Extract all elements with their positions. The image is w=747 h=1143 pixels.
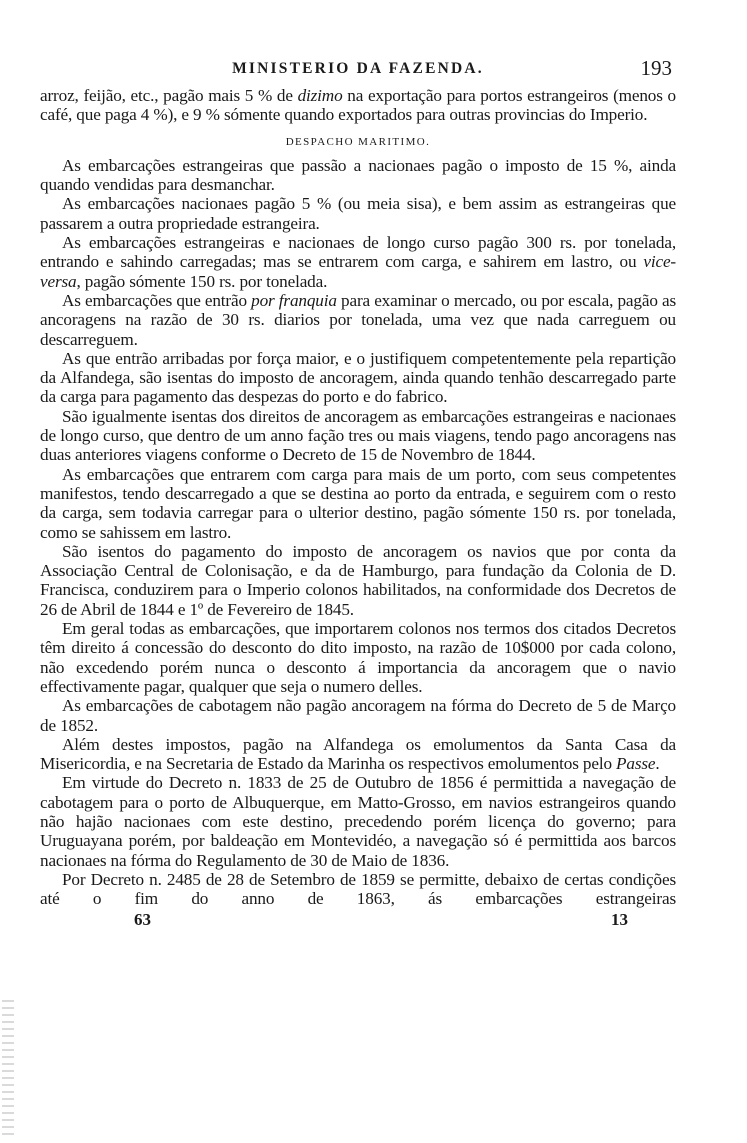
paragraph bbox=[40, 233, 676, 291]
text-run: . bbox=[655, 754, 660, 774]
body-text bbox=[40, 86, 676, 908]
paragraph bbox=[40, 735, 676, 774]
paragraph: Em geral todas as embarcações, que importarem colonos nos termos dos citados Decretos têm direito á concessão do desconto do dito imposto, na razão de 10$000 por cada colono, não excedendo porém nunca o desconto á importancia da ancoragem que o navio effectivamente pagar, qualquer que seja o numero delles. bbox=[40, 619, 676, 696]
running-title: MINISTERIO DA FAZENDA. bbox=[232, 59, 484, 78]
paragraph: Por Decreto n. 2485 de 28 de Setembro de 1859 se permitte, debaixo de certas condições até o fim do anno de 1863, ás embarcações estrangeiras bbox=[40, 869, 676, 909]
paragraph-continuation bbox=[40, 86, 676, 125]
paragraph: São isentos do pagamento do imposto de ancoragem os navios que por conta da Associação Central de Colonisação, e da de Hamburgo, para fundação da Colonia de D. Francisca, conduzirem para o Imperio colonos habilitados, na conformidade dos Decretos de 26 de Abril de 1844 e 1º de Fevereiro de 1845. bbox=[40, 541, 676, 619]
italic-term: Passe bbox=[616, 754, 656, 774]
paragraph: São igualmente isentas dos direitos de ancoragem as embarcações estrangeiras e nacionaes de longo curso, que dentro de um anno fação tres ou mais viagens, tendo pago ancoragens nas duas anteriores viagens conforme o Decreto de 15 de Novembro de 1844. bbox=[40, 406, 676, 465]
text-run: , pagão sómente 150 rs. por tonelada. bbox=[76, 271, 328, 291]
text-run: na exportação para portos estrangeiros (menos o café, que paga 4 %), e 9 % sómente quando exportados para outras provincias do Imperio. bbox=[40, 86, 676, 125]
italic-term: dizimo bbox=[297, 86, 343, 105]
text-run: Além destes impostos, pagão na Alfandega os emolumentos da Santa Casa da Misericordia, e na Secretaria de Estado da Marinha os respectivos emolumentos pelo bbox=[40, 734, 676, 774]
paragraph: As embarcações nacionaes pagão 5 % (ou meia sisa), e bem assim as estrangeiras que passarem a outra propriedade estrangeira. bbox=[40, 194, 676, 233]
text-run: para examinar o mercado, ou por escala, pagão as ancoragens na razão de 30 rs. diarios por tonelada, uma vez que nada carreguem ou descarreguem. bbox=[40, 290, 677, 349]
section-heading: DESPACHO MARITIMO. bbox=[285, 135, 431, 148]
running-header bbox=[40, 56, 676, 86]
paragraph: Em virtude do Decreto n. 1833 de 25 de Outubro de 1856 é permittida a navegação de cabotagem para o porto de Albuquerque, em Matto-Grosso, em navios estrangeiros quando não hajão nacionaes com este destino, precedendo porém licença do governo; para Uruguayana porém, por baldeação em Montevidéo, a navegação só é permittida aos barcos nacionaes na fórma do Regulamento de 30 de Maio de 1836. bbox=[40, 773, 676, 870]
paragraph: As que entrão arribadas por força maior, e o justifiquem competentemente pela repartição da Alfandega, são isentas do imposto de ancoragem, ainda quando tenhão descarregado parte da carga para pagamento das despezas do porto e do fabrico. bbox=[40, 348, 676, 407]
paragraph bbox=[40, 291, 676, 349]
italic-term: vice-versa bbox=[40, 252, 676, 291]
book-page bbox=[40, 56, 676, 934]
text-run: arroz, feijão, etc., pagão mais 5 % de bbox=[40, 86, 298, 105]
page-footer bbox=[40, 910, 676, 934]
signature-mark-right: 13 bbox=[611, 910, 628, 930]
text-run: As embarcações estrangeiras e nacionaes de longo curso pagão 300 rs. por tonelada, entrando e sahindo carregadas; mas se entrarem com carga, e sahirem em lastro, ou bbox=[40, 233, 676, 272]
italic-term: por franquia bbox=[251, 290, 337, 310]
paragraph: As embarcações de cabotagem não pagão ancoragem na fórma do Decreto de 5 de Março de 1852. bbox=[40, 696, 676, 735]
paragraph: As embarcações estrangeiras que passão a nacionaes pagão o imposto de 15 %, ainda quando vendidas para desmanchar. bbox=[40, 155, 676, 195]
scan-edge-artifact bbox=[2, 1000, 14, 1140]
page-number: 193 bbox=[640, 56, 672, 80]
paragraph: As embarcações que entrarem com carga para mais de um porto, com seus competentes manifestos, tendo descarregado a que se destina ao porto da entrada, e seguirem com o resto da carga, sem todavia carregar para o ulterior destino, pagão sómente 150 rs. por tonelada, como se sahissem em lastro. bbox=[40, 464, 676, 542]
text-run: As embarcações que entrão bbox=[62, 290, 252, 310]
signature-mark-left: 63 bbox=[134, 910, 151, 930]
